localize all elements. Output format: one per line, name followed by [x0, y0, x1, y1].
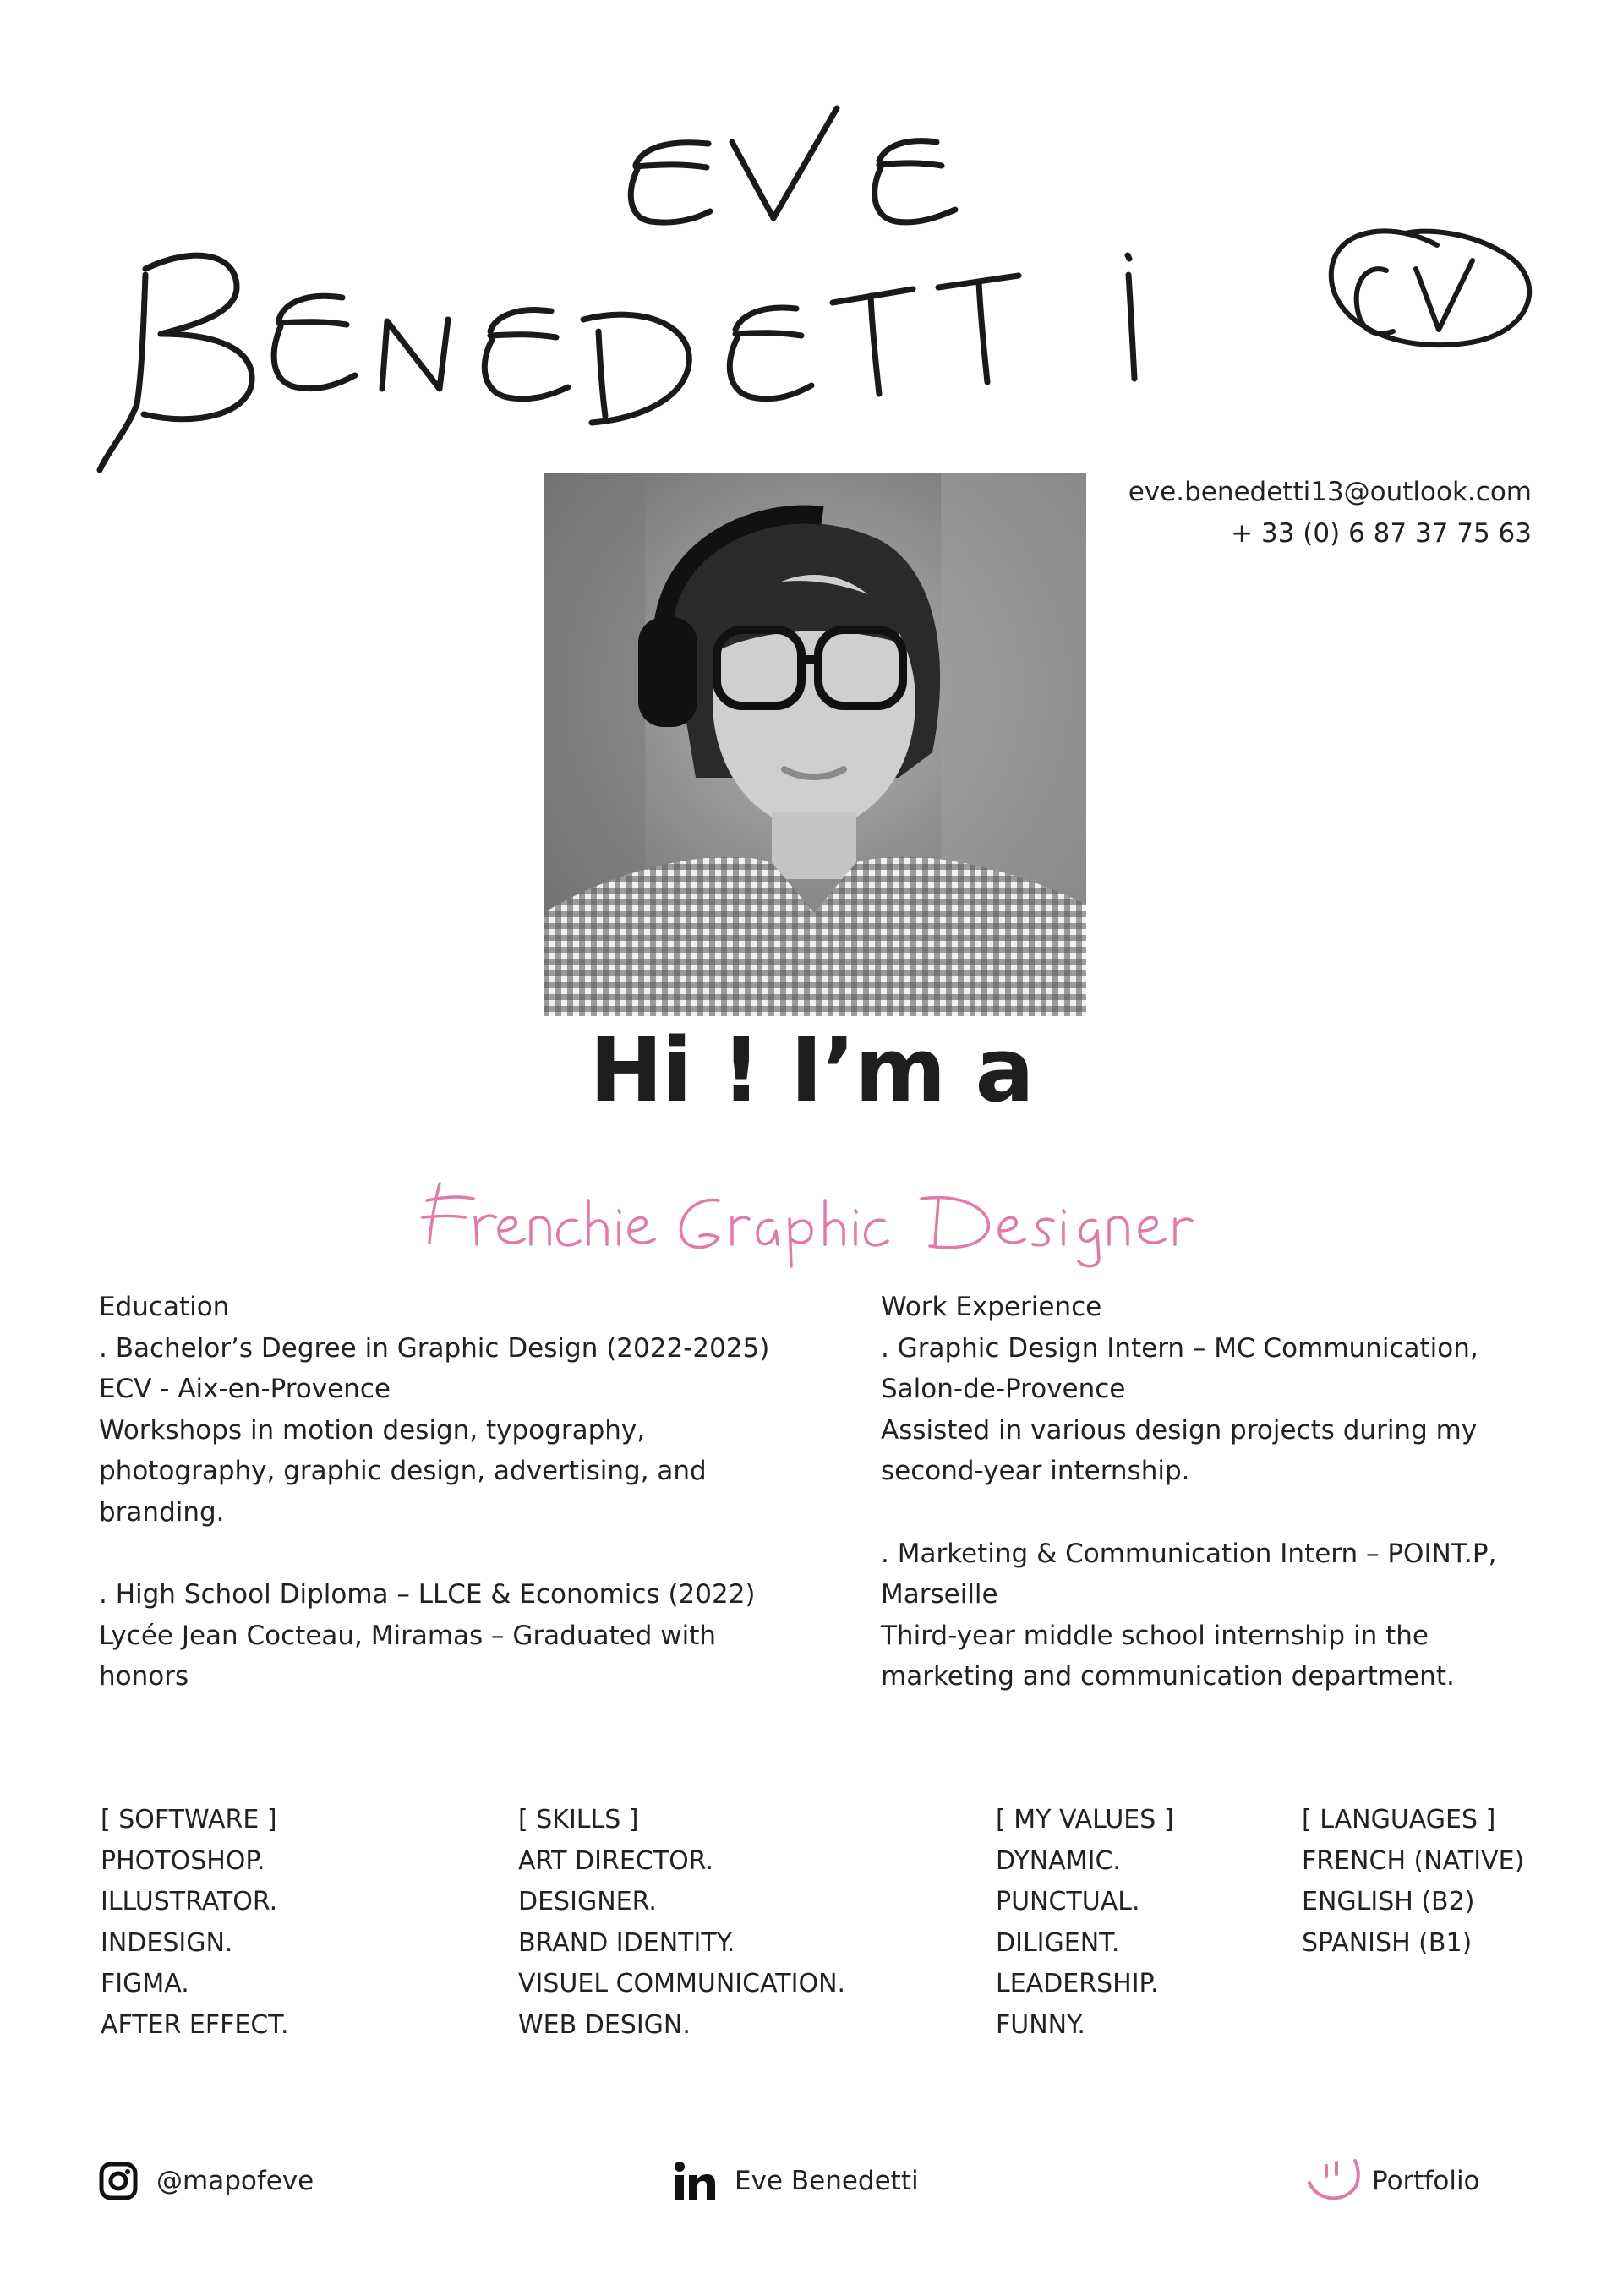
software-item: AFTER EFFECT.: [101, 2009, 289, 2040]
contact-block: [1128, 472, 1532, 555]
smiley-icon: [1304, 2156, 1363, 2206]
skills-item: VISUEL COMMUNICATION.: [518, 1969, 846, 1999]
education-line: . Bachelor’s Degree in Graphic Design (2022-2025): [99, 1332, 770, 1364]
instagram-handle: @mapofeve: [156, 2166, 314, 2196]
linkedin-name: Eve Benedetti: [735, 2166, 919, 2196]
software-list: [101, 1800, 289, 2047]
software-item: ILLUSTRATOR.: [101, 1887, 278, 1917]
education-section: [99, 1287, 792, 1697]
experience-line: Salon-de-Provence: [881, 1374, 1126, 1405]
education-line: Workshops in motion design, typography,: [99, 1414, 646, 1446]
portfolio-label: Portfolio: [1372, 2166, 1480, 2196]
languages-item: FRENCH (NATIVE): [1302, 1845, 1525, 1876]
linkedin-icon: [674, 2162, 716, 2200]
education-line: branding.: [99, 1496, 225, 1528]
values-item: DILIGENT.: [996, 1927, 1120, 1958]
languages-title: [ LANGUAGES ]: [1302, 1805, 1496, 1834]
experience-line: . Graphic Design Intern – MC Communication,: [881, 1332, 1478, 1364]
instagram-icon: [99, 2162, 138, 2200]
values-title: [ MY VALUES ]: [996, 1805, 1174, 1834]
experience-section: [881, 1287, 1557, 1697]
languages-item: SPANISH (B1): [1302, 1927, 1473, 1958]
software-item: PHOTOSHOP.: [101, 1845, 265, 1876]
handwritten-name: [0, 0, 1623, 473]
values-item: DYNAMIC.: [996, 1845, 1121, 1876]
education-line: Lycée Jean Cocteau, Miramas – Graduated with: [99, 1620, 717, 1651]
experience-line: . Marketing & Communication Intern – POINT.P,: [881, 1538, 1497, 1569]
cv-badge: [1331, 231, 1529, 345]
skills-item: WEB DESIGN.: [518, 2009, 691, 2040]
experience-title: Work Experience: [881, 1292, 1102, 1322]
experience-line: Assisted in various design projects during my: [881, 1414, 1478, 1446]
portfolio-link[interactable]: [1304, 2157, 1480, 2205]
experience-line: second-year internship.: [881, 1456, 1190, 1487]
education-title: Education: [99, 1292, 230, 1322]
spacer: [881, 1492, 1557, 1533]
email-link[interactable]: eve.benedetti13@outlook.com: [1128, 477, 1532, 507]
software-item: INDESIGN.: [101, 1927, 233, 1958]
skills-item: DESIGNER.: [518, 1887, 657, 1917]
values-item: LEADERSHIP.: [996, 1969, 1159, 1999]
software-title: [ SOFTWARE ]: [101, 1805, 277, 1834]
values-item: PUNCTUAL.: [996, 1887, 1140, 1917]
education-line: honors: [99, 1661, 189, 1692]
skills-title: [ SKILLS ]: [518, 1805, 639, 1834]
spacer: [99, 1533, 792, 1575]
profile-photo: [544, 473, 1086, 1016]
experience-line: Third-year middle school internship in the: [881, 1620, 1429, 1651]
values-list: [996, 1800, 1174, 2047]
skills-item: BRAND IDENTITY.: [518, 1927, 735, 1958]
experience-line: Marseille: [881, 1579, 998, 1610]
skills-item: ART DIRECTOR.: [518, 1845, 713, 1876]
linkedin-link[interactable]: [674, 2157, 919, 2205]
intro-headline: Hi ! I’m a: [589, 1019, 1034, 1122]
skills-list: [518, 1800, 845, 2047]
education-line: photography, graphic design, advertising, and: [99, 1456, 707, 1487]
experience-line: marketing and communication department.: [881, 1661, 1455, 1692]
values-item: FUNNY.: [996, 2009, 1085, 2040]
phone-number: + 33 (0) 6 87 37 75 63: [1231, 518, 1532, 549]
software-item: FIGMA.: [101, 1969, 189, 1999]
languages-item: ENGLISH (B2): [1302, 1887, 1475, 1917]
instagram-link[interactable]: [99, 2157, 314, 2205]
languages-list: [1302, 1800, 1524, 1964]
education-line: . High School Diploma – LLCE & Economics (2022): [99, 1579, 756, 1610]
intro-subtitle-lettering: [414, 1150, 1209, 1268]
education-line: ECV - Aix-en-Provence: [99, 1374, 391, 1405]
